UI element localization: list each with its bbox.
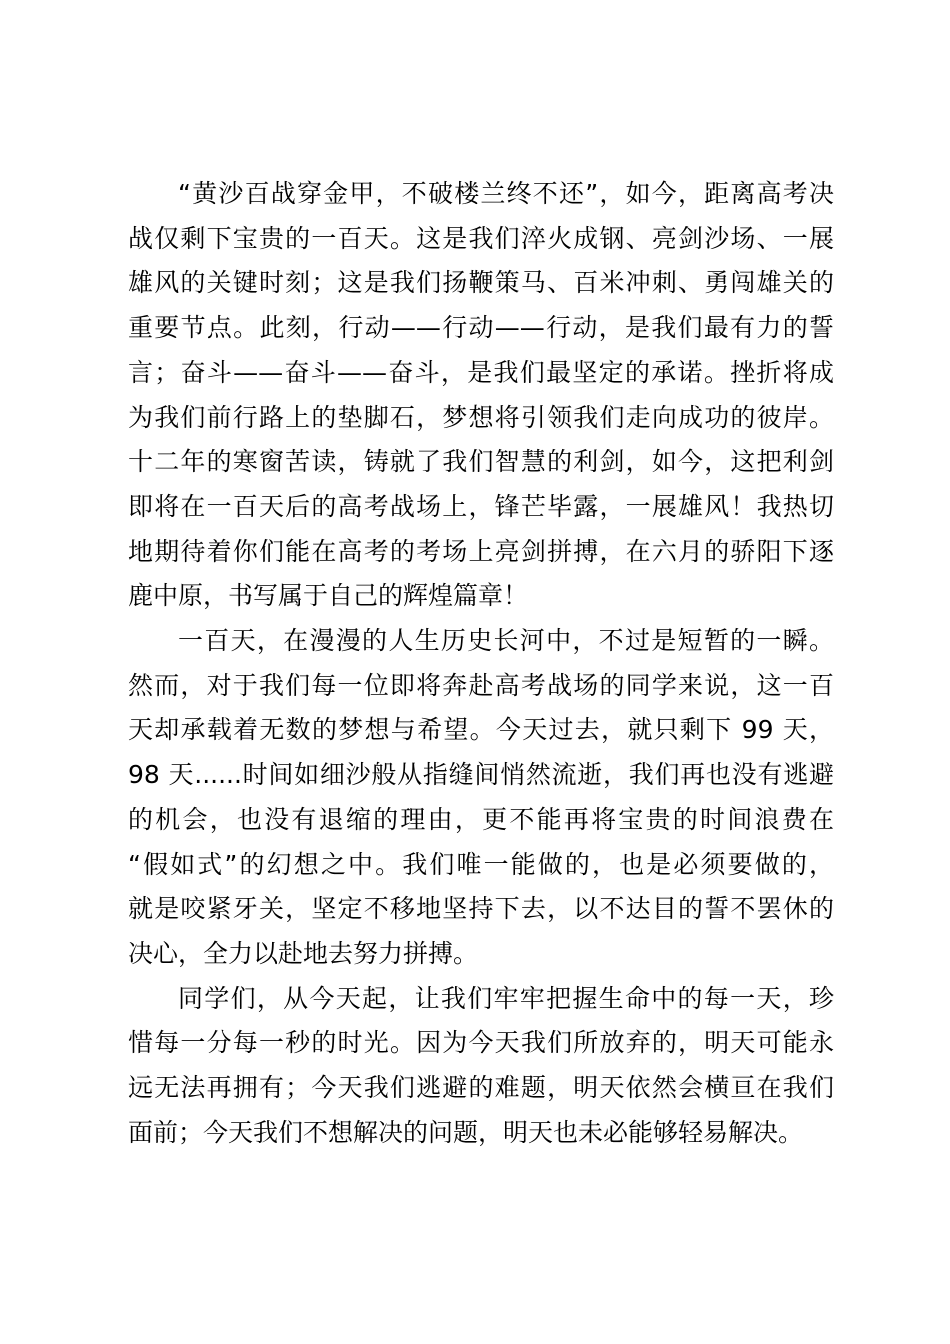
text-line: 战仅剩下宝贵的一百天。这是我们淬火成钢、亮剑沙场、一展	[128, 223, 834, 253]
text-line: 为我们前行路上的垫脚石，梦想将引领我们走向成功的彼岸。	[128, 402, 834, 432]
text-line: 面前；今天我们不想解决的问题，明天也未必能够轻易解决。	[128, 1117, 804, 1147]
text-line: 决心，全力以赴地去努力拼搏。	[128, 938, 479, 968]
paragraph-3	[128, 977, 834, 1156]
text-line: 地期待着你们能在高考的考场上亮剑拼搏，在六月的骄阳下逐	[128, 536, 834, 566]
text-line: 雄风的关键时刻；这是我们扬鞭策马、百米冲刺、勇闯雄关的	[128, 268, 834, 298]
text-line: “假如式”的幻想之中。我们唯一能做的，也是必须要做的，	[128, 849, 834, 879]
document-body	[128, 172, 834, 1155]
text-line: 然而，对于我们每一位即将奔赴高考战场的同学来说，这一百	[128, 670, 834, 700]
text-line: 即将在一百天后的高考战场上，锋芒毕露，一展雄风！我热切	[128, 491, 834, 521]
text-line: 一百天，在漫漫的人生历史长河中，不过是短暂的一瞬。	[178, 626, 834, 656]
text-line: 远无法再拥有；今天我们逃避的难题，明天依然会横亘在我们	[128, 1073, 834, 1103]
text-line: 重要节点。此刻，行动——行动——行动，是我们最有力的誓	[128, 313, 834, 343]
text-line: 十二年的寒窗苦读，铸就了我们智慧的利剑，如今，这把利剑	[128, 447, 834, 477]
text-line: 惜每一分每一秒的时光。因为今天我们所放弃的，明天可能永	[128, 1028, 834, 1058]
text-line: 天却承载着无数的梦想与希望。今天过去，就只剩下 99 天，	[128, 715, 834, 745]
text-line: 的机会，也没有退缩的理由，更不能再将宝贵的时间浪费在	[128, 804, 834, 834]
paragraph-2	[128, 619, 834, 977]
text-line: 同学们，从今天起，让我们牢牢把握生命中的每一天，珍	[178, 983, 834, 1013]
text-line: 就是咬紧牙关，坚定不移地坚持下去，以不达目的誓不罢休的	[128, 894, 834, 924]
text-line: 鹿中原，书写属于自己的辉煌篇章！	[128, 581, 529, 611]
text-line: “黄沙百战穿金甲，不破楼兰终不还”，如今，距离高考决	[178, 179, 834, 208]
text-line: 98 天......时间如细沙般从指缝间悄然流逝，我们再也没有逃避	[128, 760, 834, 790]
text-line: 言；奋斗——奋斗——奋斗，是我们最坚定的承诺。挫折将成	[128, 357, 834, 387]
paragraph-1	[128, 172, 834, 619]
